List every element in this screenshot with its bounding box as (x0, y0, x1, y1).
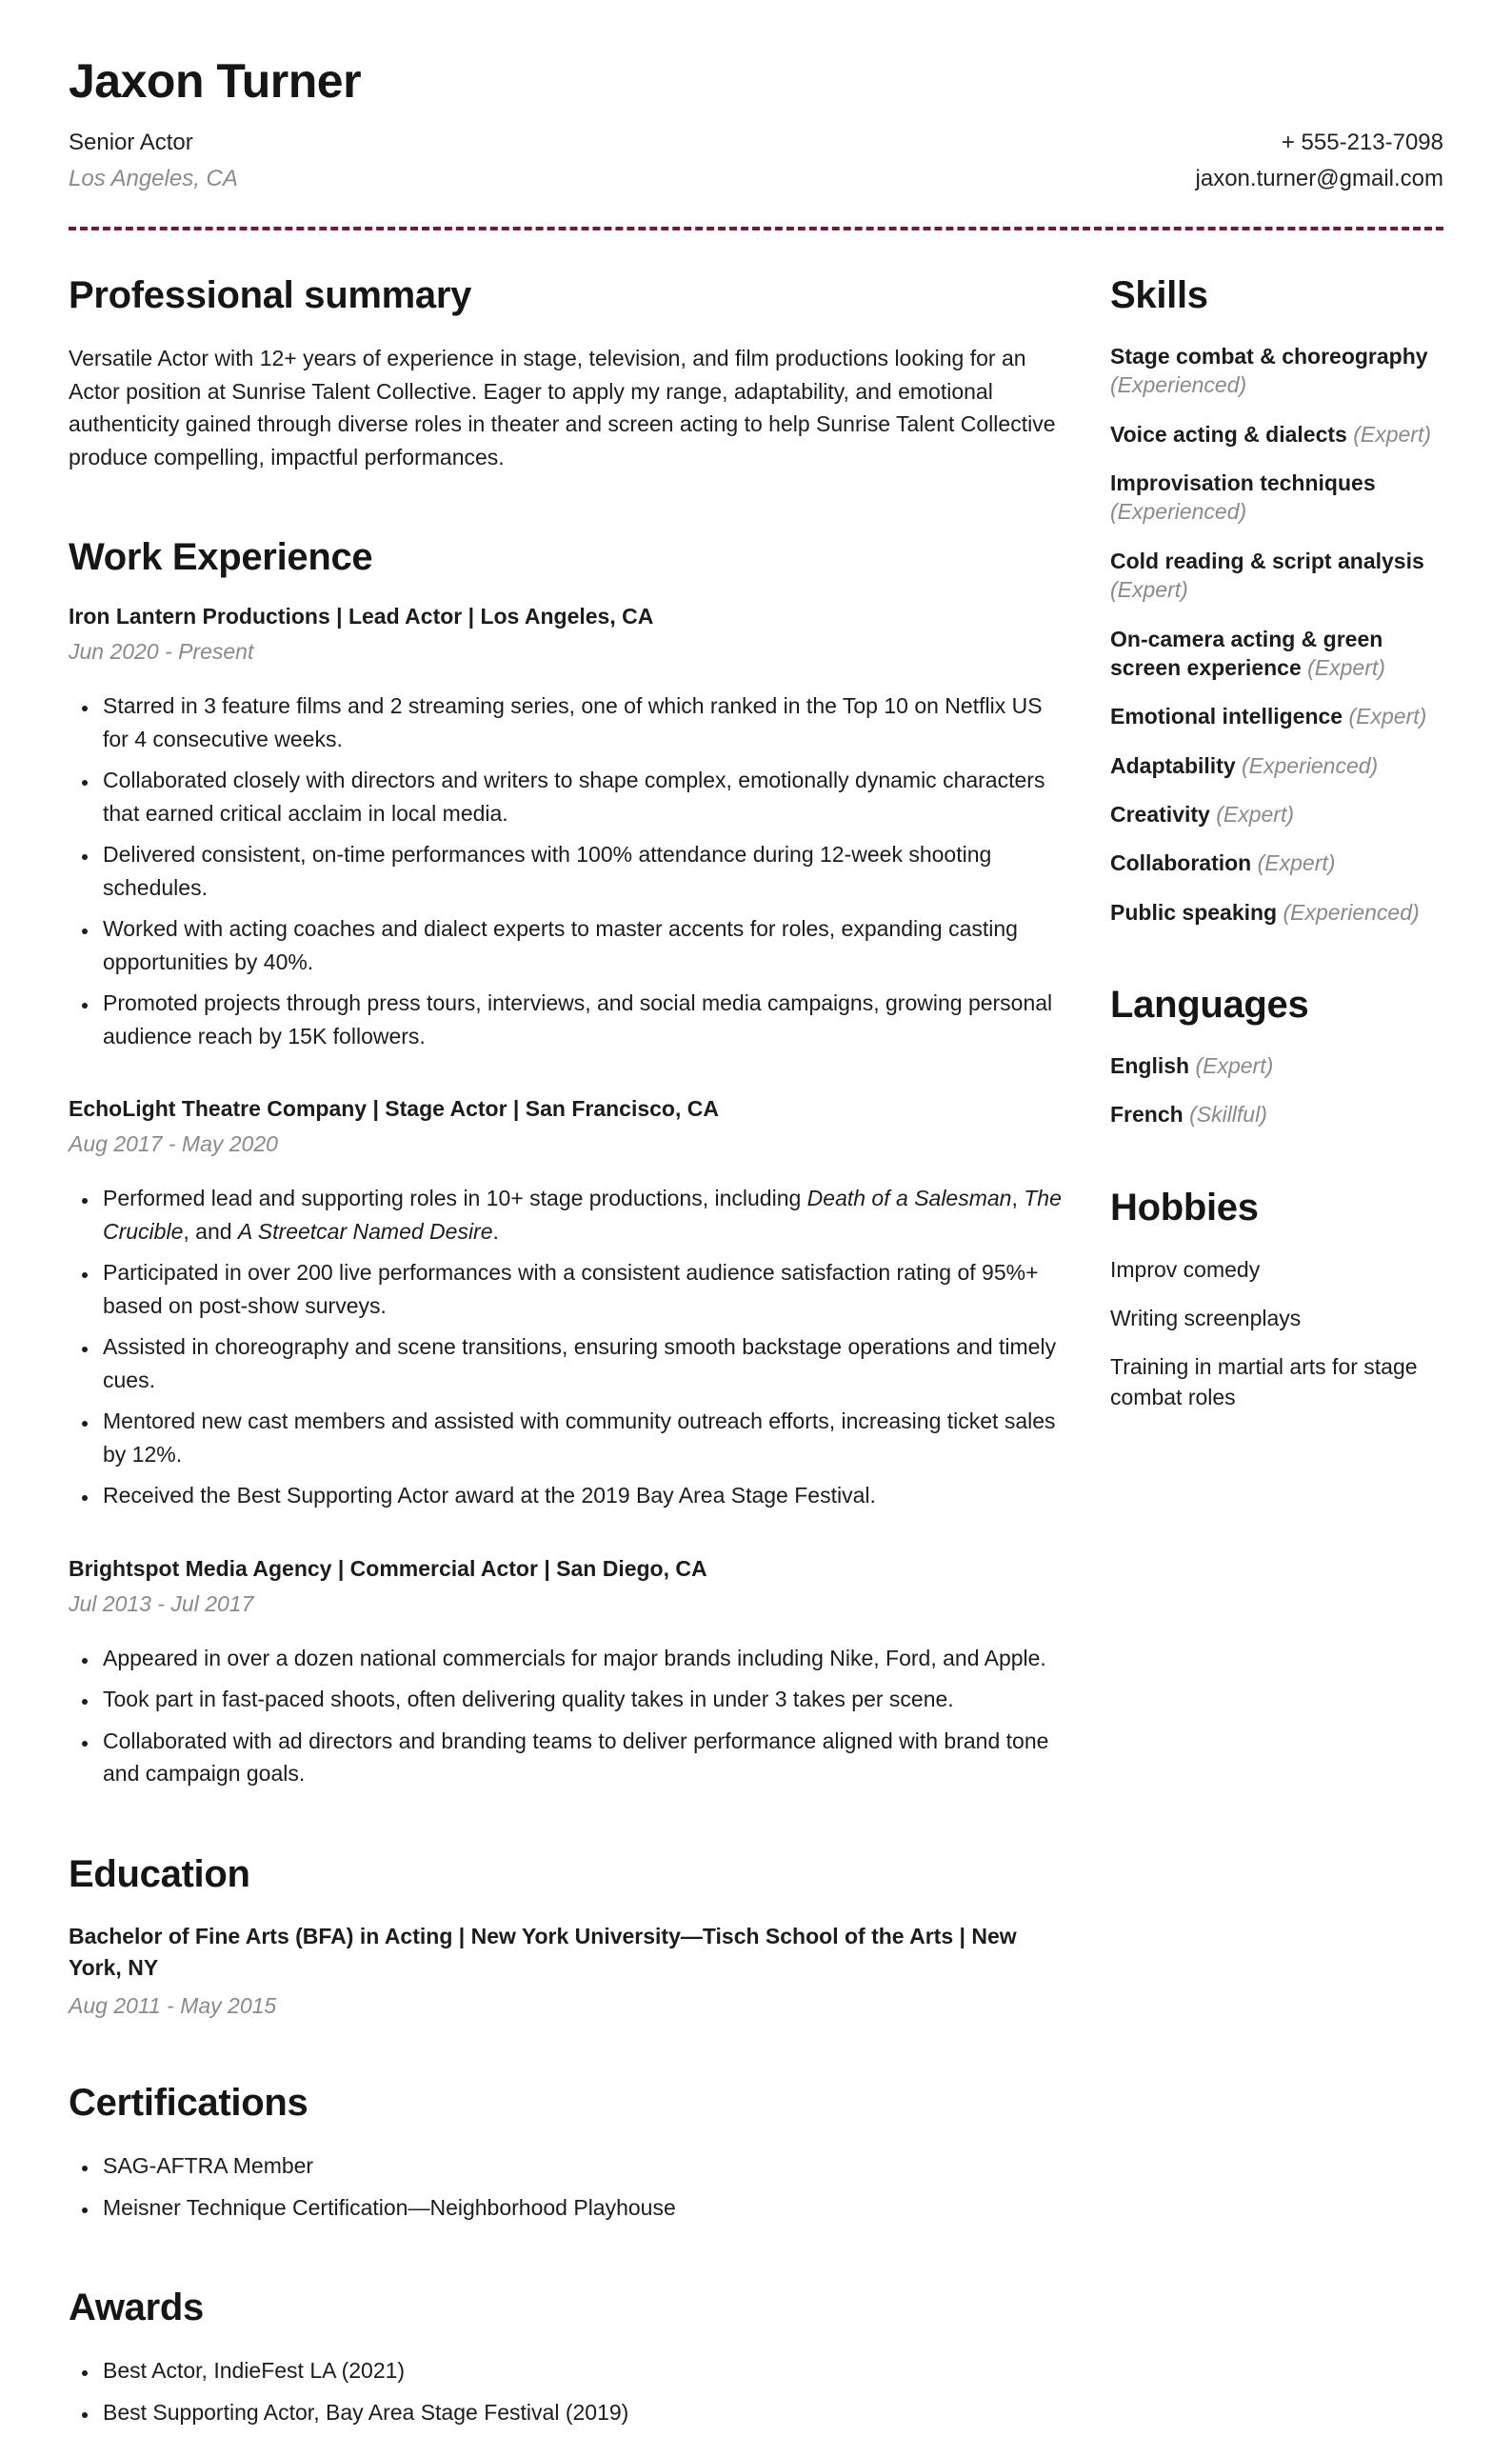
section-title-hobbies: Hobbies (1110, 1186, 1259, 1228)
skill-item (1110, 751, 1443, 780)
job-bullet-list (69, 1642, 1070, 1790)
job-entry (69, 604, 1070, 1052)
skill-item (1110, 625, 1443, 683)
skill-level: (Expert) (1348, 704, 1427, 729)
hobby-item: Training in martial arts for stage combat roles (1110, 1354, 1418, 1410)
bullet-item: • Collaborated with ad directors and branding teams to deliver performance aligned with brand tone and campaign goals. (99, 1725, 1070, 1790)
bullet-item: • Assisted in choreography and scene transitions, ensuring smooth backstage operations and timely cues. (99, 1330, 1070, 1396)
bullet-item: • Participated in over 200 live performances with a consistent audience satisfaction rating of 95%+ based on post-show surveys. (99, 1256, 1070, 1322)
skill-level: (Experienced) (1242, 752, 1379, 778)
job-bullet-list (69, 1182, 1070, 1512)
section-title-work-experience: Work Experience (69, 536, 373, 578)
section-title-awards: Awards (69, 2287, 204, 2329)
hobby-item: Improv comedy (1110, 1256, 1261, 1282)
bullet-item: • Worked with acting coaches and dialect experts to master accents for roles, expanding casting opportunities by 40%. (99, 912, 1070, 978)
job-dates: Jun 2020 - Present (69, 639, 254, 664)
skill-item (1110, 849, 1443, 877)
job-entry (69, 1556, 1070, 1790)
bullet-item: • Appeared in over a dozen national commercials for major brands including Nike, Ford, and Apple. (99, 1642, 1070, 1675)
job-title: Iron Lantern Productions | Lead Actor | Los Angeles, CA (69, 604, 654, 629)
header (69, 53, 1443, 230)
education-dates: Aug 2011 - May 2015 (69, 1993, 277, 2019)
bullet-item: • Delivered consistent, on-time performances with 100% attendance during 12-week shooting schedules. (99, 838, 1070, 904)
section-title-certifications: Certifications (69, 2082, 308, 2125)
language-name: French (1110, 1102, 1184, 1128)
phone-number: + 555-213-7098 (1281, 130, 1443, 155)
skill-name: Improvisation techniques (1110, 470, 1376, 496)
skill-item (1110, 420, 1443, 449)
skill-level: (Experienced) (1110, 372, 1247, 398)
hobby-item: Writing screenplays (1110, 1305, 1302, 1330)
skill-name: Emotional intelligence (1110, 704, 1343, 729)
skill-level: (Expert) (1353, 421, 1432, 447)
bullet-item: • Performed lead and supporting roles in 10+ stage productions, including Death of a Salesman, The Crucible, and A Streetcar Named Desire. (99, 1182, 1070, 1248)
skill-name: Voice acting & dialects (1110, 421, 1347, 447)
section-title-skills: Skills (1110, 274, 1208, 316)
bullet-item: • Mentored new cast members and assisted with community outreach efforts, increasing ticket sales by 12%. (99, 1405, 1070, 1470)
bullet-item: • Starred in 3 feature films and 2 streaming series, one of which ranked in the Top 10 on Netflix US for 4 consecutive weeks. (99, 689, 1070, 755)
skill-level: (Expert) (1110, 577, 1188, 603)
main-column (69, 270, 1070, 2437)
bullet-item: • Took part in fast-paced shoots, often delivering quality takes in under 3 takes per scene. (99, 1683, 1070, 1716)
skill-level: (Expert) (1216, 801, 1295, 827)
skill-name: Collaboration (1110, 850, 1252, 876)
skill-name: Creativity (1110, 801, 1210, 827)
skill-level: (Experienced) (1110, 499, 1247, 525)
section-title-summary: Professional summary (69, 274, 472, 316)
certification-item: • SAG-AFTRA Member (99, 2149, 1070, 2183)
skill-item (1110, 800, 1443, 829)
language-name: English (1110, 1053, 1190, 1079)
skill-name: Adaptability (1110, 752, 1236, 778)
bullet-item: • Promoted projects through press tours, interviews, and social media campaigns, growing personal audience reach by 15K followers. (99, 987, 1070, 1052)
bullet-item: • Collaborated closely with directors and writers to shape complex, emotionally dynamic characters that earned critical acclaim in local media. (99, 764, 1070, 829)
language-item (1110, 1051, 1443, 1080)
header-left (69, 131, 238, 190)
job-dates: Jul 2013 - Jul 2017 (69, 1590, 254, 1616)
job-title: EchoLight Theatre Company | Stage Actor | San Francisco, CA (69, 1096, 719, 1121)
skill-level: (Expert) (1257, 850, 1336, 876)
bullet-item: • Received the Best Supporting Actor award at the 2019 Bay Area Stage Festival. (99, 1479, 1070, 1512)
skill-name: Cold reading & script analysis (1110, 548, 1424, 573)
awards-list (69, 2354, 1070, 2428)
skill-name: On-camera acting & green screen experience (1110, 626, 1383, 680)
language-item (1110, 1100, 1443, 1129)
header-right (1196, 131, 1443, 190)
header-contact-row (69, 131, 1443, 190)
content-columns (69, 270, 1443, 2437)
skill-item (1110, 342, 1443, 400)
award-item: • Best Actor, IndieFest LA (2021) (99, 2354, 1070, 2387)
job-role: Senior Actor (69, 130, 193, 155)
skill-name: Public speaking (1110, 899, 1278, 925)
job-dates: Aug 2017 - May 2020 (69, 1131, 278, 1156)
summary-text: Versatile Actor with 12+ years of experience in stage, television, and film productions looking for an Actor position at Sunrise Talent Collective. Eager to apply my range, adaptability, and emotional authenticity gained through diverse roles in theater and screen acting to help Sunrise Talent Collective produce compelling, impactful performances. (69, 346, 1056, 469)
section-title-education: Education (69, 1852, 250, 1895)
skill-item (1110, 469, 1443, 527)
job-entry (69, 1096, 1070, 1512)
header-divider (69, 227, 1443, 230)
skill-item (1110, 898, 1443, 927)
skill-level: (Expert) (1307, 654, 1385, 680)
location: Los Angeles, CA (69, 166, 238, 191)
skill-item (1110, 702, 1443, 730)
skill-name: Stage combat & choreography (1110, 344, 1428, 369)
job-title: Brightspot Media Agency | Commercial Actor | San Diego, CA (69, 1555, 707, 1581)
job-bullet-list (69, 689, 1070, 1052)
skill-item (1110, 547, 1443, 605)
language-level: (Expert) (1195, 1053, 1274, 1079)
certifications-list (69, 2149, 1070, 2224)
section-title-languages: Languages (1110, 984, 1309, 1027)
person-name: Jaxon Turner (69, 54, 362, 108)
education-degree: Bachelor of Fine Arts (BFA) in Acting | New York University—Tisch School of the Arts | New York, NY (69, 1923, 1017, 1980)
email-address: jaxon.turner@gmail.com (1195, 166, 1443, 191)
certification-item: • Meisner Technique Certification—Neighborhood Playhouse (99, 2191, 1070, 2225)
sidebar (1110, 270, 1443, 2437)
language-level: (Skillful) (1189, 1102, 1267, 1128)
skill-level: (Experienced) (1283, 899, 1420, 925)
award-item: • Best Supporting Actor, Bay Area Stage Festival (2019) (99, 2396, 1070, 2429)
